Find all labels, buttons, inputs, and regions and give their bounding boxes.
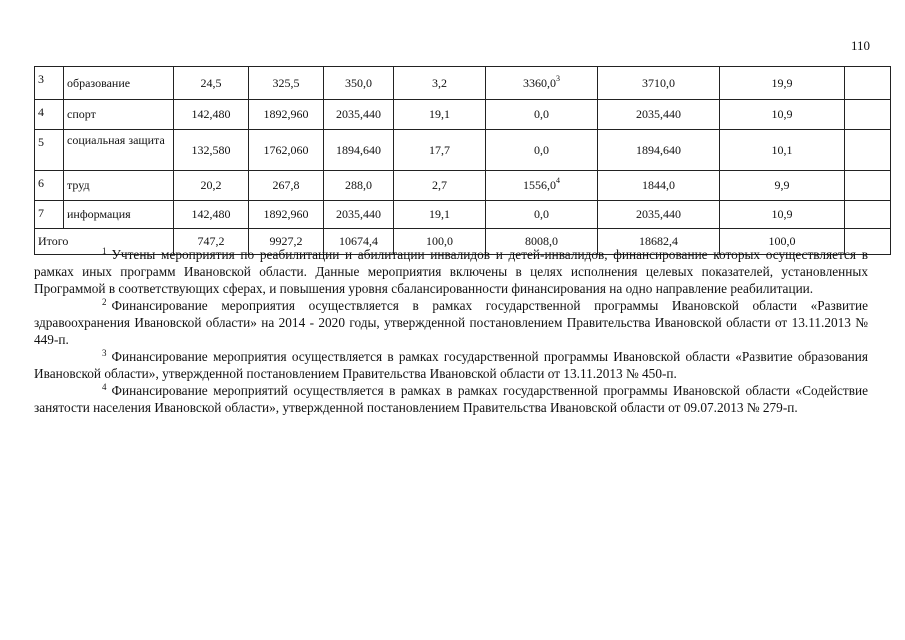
empty-cell (845, 171, 891, 201)
value-cell: 0,0 (486, 201, 598, 229)
value-cell (486, 171, 598, 201)
value-cell: 1762,060 (249, 130, 324, 171)
row-number: 6 (35, 171, 64, 201)
footnote-mark: 4 (102, 381, 107, 392)
value-cell: 325,5 (249, 67, 324, 100)
value-cell: 8008,0 (486, 229, 598, 255)
footnote-text: Финансирование мероприятия осуществляется в рамках государственной программы Ивановской области «Развитие здравоохранения Ивановской области» на 2014 - 2020 годы, утвержденной постановлением Правительства Ивановской области от 13.11.2013 № 449-п. (34, 298, 868, 347)
value-cell: 9927,2 (249, 229, 324, 255)
value-cell: 100,0 (394, 229, 486, 255)
table-row (35, 130, 891, 171)
value-cell: 350,0 (324, 67, 394, 100)
footnote-mark: 3 (102, 347, 107, 358)
value-cell: 10,9 (720, 100, 845, 130)
row-number: 7 (35, 201, 64, 229)
value-cell: 1892,960 (249, 201, 324, 229)
empty-cell (845, 100, 891, 130)
value-cell: 142,480 (174, 201, 249, 229)
value-cell: 20,2 (174, 171, 249, 201)
value-cell: 2,7 (394, 171, 486, 201)
footnote-ref: 3 (556, 73, 560, 83)
footnotes (34, 246, 868, 416)
direction-name: труд (64, 171, 174, 201)
value-cell: 1844,0 (598, 171, 720, 201)
row-number: 5 (35, 130, 64, 171)
value-cell: 1892,960 (249, 100, 324, 130)
page-number: 110 (850, 38, 870, 53)
footnote-2 (34, 297, 868, 348)
direction-name: социальная защита (64, 130, 174, 171)
direction-name: образование (64, 67, 174, 100)
value-cell: 0,0 (486, 100, 598, 130)
value-cell: 19,1 (394, 201, 486, 229)
value-cell: 18682,4 (598, 229, 720, 255)
value-cell: 288,0 (324, 171, 394, 201)
value-cell: 2035,440 (324, 100, 394, 130)
value-cell: 19,9 (720, 67, 845, 100)
row-number: 3 (35, 67, 64, 100)
table-row (35, 171, 891, 201)
total-label: Итого (35, 229, 174, 255)
value-cell: 0,0 (486, 130, 598, 171)
value-text: 1556,0 (523, 178, 556, 192)
table-row (35, 201, 891, 229)
empty-cell (845, 201, 891, 229)
direction-name: спорт (64, 100, 174, 130)
value-cell: 747,2 (174, 229, 249, 255)
table-row (35, 100, 891, 130)
value-cell: 1894,640 (598, 130, 720, 171)
value-cell: 17,7 (394, 130, 486, 171)
value-cell: 3,2 (394, 67, 486, 100)
value-cell: 24,5 (174, 67, 249, 100)
table-row (35, 67, 891, 100)
value-cell: 3710,0 (598, 67, 720, 100)
value-cell: 142,480 (174, 100, 249, 130)
value-cell: 19,1 (394, 100, 486, 130)
footnote-mark: 2 (102, 296, 107, 307)
empty-cell (845, 67, 891, 100)
value-cell: 10,1 (720, 130, 845, 171)
row-number: 4 (35, 100, 64, 130)
value-cell: 100,0 (720, 229, 845, 255)
value-cell: 1894,640 (324, 130, 394, 171)
value-cell: 10,9 (720, 201, 845, 229)
value-text: 3360,0 (523, 75, 556, 90)
footnote-mark: 1 (102, 245, 107, 256)
footnote-text: Учтены мероприятия по реабилитации и абилитации инвалидов и детей-инвалидов, финансирование которых осуществляется в рамках иных программ Ивановской области. Данные мероприятия включены в целях исполнения целевых показателей, установленных Программой в соответствующих сферах, и повышения уровня сбалансированности финансирования на одно направление реабилитации. (34, 247, 868, 296)
value-cell: 9,9 (720, 171, 845, 201)
value-cell: 132,580 (174, 130, 249, 171)
value-cell (486, 67, 598, 100)
footnote-4 (34, 382, 868, 416)
value-cell: 2035,440 (324, 201, 394, 229)
direction-name: информация (64, 201, 174, 229)
footnote-1 (34, 246, 868, 297)
value-cell: 267,8 (249, 171, 324, 201)
footnote-text: Финансирование мероприятий осуществляется в рамках в рамках государственной программы Ивановской области «Содействие занятости населения Ивановской области», утвержденной постановлением Правительства Ивановской области от 09.07.2013 № 279-п. (34, 383, 868, 415)
footnote-text: Финансирование мероприятия осуществляется в рамках государственной программы Ивановской области «Развитие образования Ивановской области», утвержденной постановлением Правительства Ивановской области от 13.11.2013 № 450-п. (34, 349, 868, 381)
value-cell: 2035,440 (598, 201, 720, 229)
funding-table (34, 66, 891, 255)
empty-cell (845, 130, 891, 171)
footnote-ref: 4 (556, 176, 560, 185)
footnote-3 (34, 348, 868, 382)
value-cell: 10674,4 (324, 229, 394, 255)
value-cell: 2035,440 (598, 100, 720, 130)
